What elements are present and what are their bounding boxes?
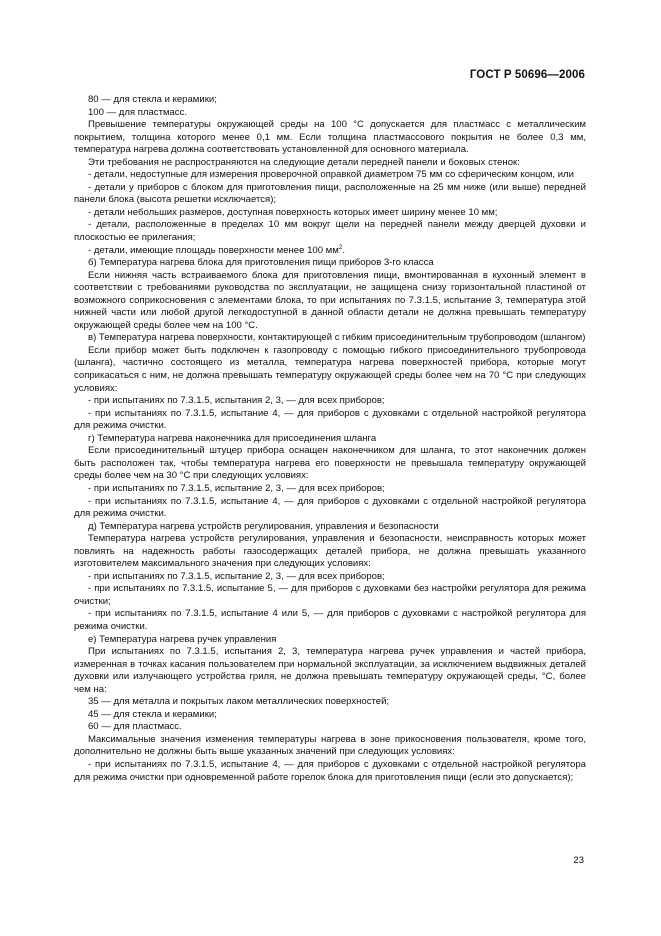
paragraph-text: Если присоединительный штуцер прибора оснащен наконечником для шланга, то этот наконечник должен быть расположен так, чтобы температура нагрева его поверхности не превышала температуру окружающей среды более чем на 30 °С при следующих условиях: <box>74 445 586 482</box>
paragraph <box>74 345 586 395</box>
paragraph-text: - при испытаниях по 7.3.1.5, испытание 5, — для приборов с духовками без настройки регулятора для режима очистки; <box>74 583 586 607</box>
paragraph-text: в) Температура нагрева поверхности, контактирующей с гибким присоединительным трубопроводом (шлангом) <box>88 332 586 344</box>
paragraph <box>74 445 586 483</box>
paragraph <box>74 433 586 446</box>
paragraph-text: 35 — для металла и покрытых лаком металлических поверхностей; <box>88 696 390 708</box>
paragraph-text: д) Температура нагрева устройств регулирования, управления и безопасности <box>88 520 439 532</box>
document-body <box>74 94 586 784</box>
paragraph <box>74 571 586 584</box>
paragraph-text: - детали, имеющие площадь поверхности менее 100 мм <box>88 244 339 256</box>
paragraph-text: е) Температура нагрева ручек управления <box>88 633 277 645</box>
paragraph <box>74 583 586 608</box>
paragraph-text: - при испытаниях по 7.3.1.5, испытание 2, 3, — для всех приборов; <box>88 482 385 494</box>
paragraph-text: Если прибор может быть подключен к газопроводу с помощью гибкого присоединительного трубопровода (шланга), частично состоящего из металла, температура нагрева поверхностей прибора, которые могут соприкасаться с ним, не должна превышать температуру окружающей среды более чем на 70 °С при следующих условиях: <box>74 344 586 394</box>
paragraph <box>74 533 586 571</box>
superscript: 2 <box>338 243 343 251</box>
paragraph-text: 100 — для пластмасс. <box>88 106 188 118</box>
paragraph <box>74 107 586 120</box>
paragraph <box>74 721 586 734</box>
page-number: 23 <box>573 855 584 866</box>
paragraph-text: - детали, расположенные в пределах 10 мм вокруг щели на передней панели между дверцей духовки и плоскостью ее прилегания; <box>74 219 586 244</box>
paragraph <box>74 245 586 258</box>
paragraph-text: Температура нагрева устройств регулирования, управления и безопасности, неисправность которых может повлиять на надежность работы газосодержащих деталей прибора, не должна превышать указанного изготовителем максимального значения при следующих условиях: <box>74 533 586 570</box>
paragraph-text: - при испытаниях по 7.3.1.5, испытание 4, — для приборов с духовками с отдельной настройкой регулятора для режима очистки. <box>74 495 586 520</box>
paragraph-text: 60 — для пластмасс. <box>88 721 182 733</box>
paragraph-text: Превышение температуры окружающей среды на 100 °С допускается для пластмасс с металлическим покрытием, толщина которого менее 0,1 мм. Если толщина пластмассового покрытия не более 0,3 мм, температура нагрева должна соответствовать установленной для основного материала. <box>74 119 586 156</box>
paragraph-text: Максимальные значения изменения температуры нагрева в зоне прикосновения пользователя, кроме того, дополнительно не должны быть выше указанных значений при следующих условиях: <box>74 733 586 758</box>
paragraph-text: 45 — для стекла и керамики; <box>88 708 217 720</box>
paragraph <box>74 646 586 696</box>
paragraph-text: Эти требования не распространяются на следующие детали передней панели и боковых стенок: <box>88 156 520 168</box>
paragraph <box>74 182 586 207</box>
paragraph-text: г) Температура нагрева наконечника для присоединения шланга <box>88 432 377 444</box>
paragraph <box>74 207 586 220</box>
paragraph <box>74 332 586 345</box>
paragraph <box>74 696 586 709</box>
paragraph <box>74 521 586 534</box>
paragraph-text: б) Температура нагрева блока для приготовления пищи приборов 3-го класса <box>88 257 434 269</box>
paragraph-text: 80 — для стекла и керамики; <box>88 94 217 105</box>
paragraph <box>74 257 586 270</box>
paragraph <box>74 634 586 647</box>
paragraph <box>74 608 586 633</box>
paragraph-text: - при испытаниях по 7.3.1.5, испытания 2, 3, — для всех приборов; <box>88 395 385 407</box>
paragraph <box>74 157 586 170</box>
paragraph-text: - при испытаниях по 7.3.1.5, испытание 4 или 5, — для приборов с духовками с настройкой регулятора для режима очистки. <box>74 608 586 632</box>
paragraph <box>74 408 586 433</box>
paragraph <box>74 119 586 157</box>
paragraph <box>74 483 586 496</box>
paragraph-text: При испытаниях по 7.3.1.5, испытания 2, 3, температура нагрева ручек управления и частей прибора, измеренная в точках касания пользователем при нормальной эксплуатации, за исключением выдвижных деталей духовки или излучающего устройства гриля, не должна превышать температуру окружающей среды, °С, более чем на: <box>74 646 586 695</box>
paragraph-text: - детали, недоступные для измерения проверочной оправкой диаметром 75 мм со сферическим концом, или <box>88 169 574 181</box>
document-id-header: ГОСТ Р 50696—2006 <box>469 69 585 81</box>
paragraph <box>74 395 586 408</box>
paragraph <box>74 709 586 722</box>
paragraph-text: - при испытаниях по 7.3.1.5, испытание 2, 3, — для всех приборов; <box>88 570 385 582</box>
paragraph <box>74 734 586 759</box>
paragraph <box>74 219 586 244</box>
paragraph-text: - детали небольших размеров, доступная поверхность которых имеет ширину менее 10 мм; <box>88 206 498 218</box>
paragraph-text: - детали у приборов с блоком для приготовления пищи, расположенные на 25 мм ниже (или выше) передней панели блока (высота решетки исключается); <box>74 181 586 206</box>
paragraph <box>74 496 586 521</box>
paragraph-text: - при испытаниях по 7.3.1.5, испытание 4, — для приборов с духовками с отдельной настройкой регулятора для режима очистки при одновременной работе горелок блока для приготовления пищи (если это допускается); <box>74 758 586 783</box>
paragraph <box>74 169 586 182</box>
paragraph-text: Если нижняя часть встраиваемого блока для приготовления пищи, вмонтированная в кухонный элемент в соответствии с требованиями руководства по эксплуатации, не защищена снизу горизонтальной пластиной от возможного соприкосновения с элементами блока, то при испытаниях по 7.3.1.5, испытание 3, температура этой нижней части или любой другой легкодоступной в данной области детали не должна превышать температуру окружающей среды более чем на 100 °С. <box>74 269 586 331</box>
paragraph-text: - при испытаниях по 7.3.1.5, испытание 4, — для приборов с духовками с отдельной настройкой регулятора для режима очистки. <box>74 407 586 432</box>
paragraph-tail: . <box>342 244 346 256</box>
paragraph <box>74 94 586 107</box>
paragraph <box>74 270 586 333</box>
paragraph <box>74 759 586 784</box>
